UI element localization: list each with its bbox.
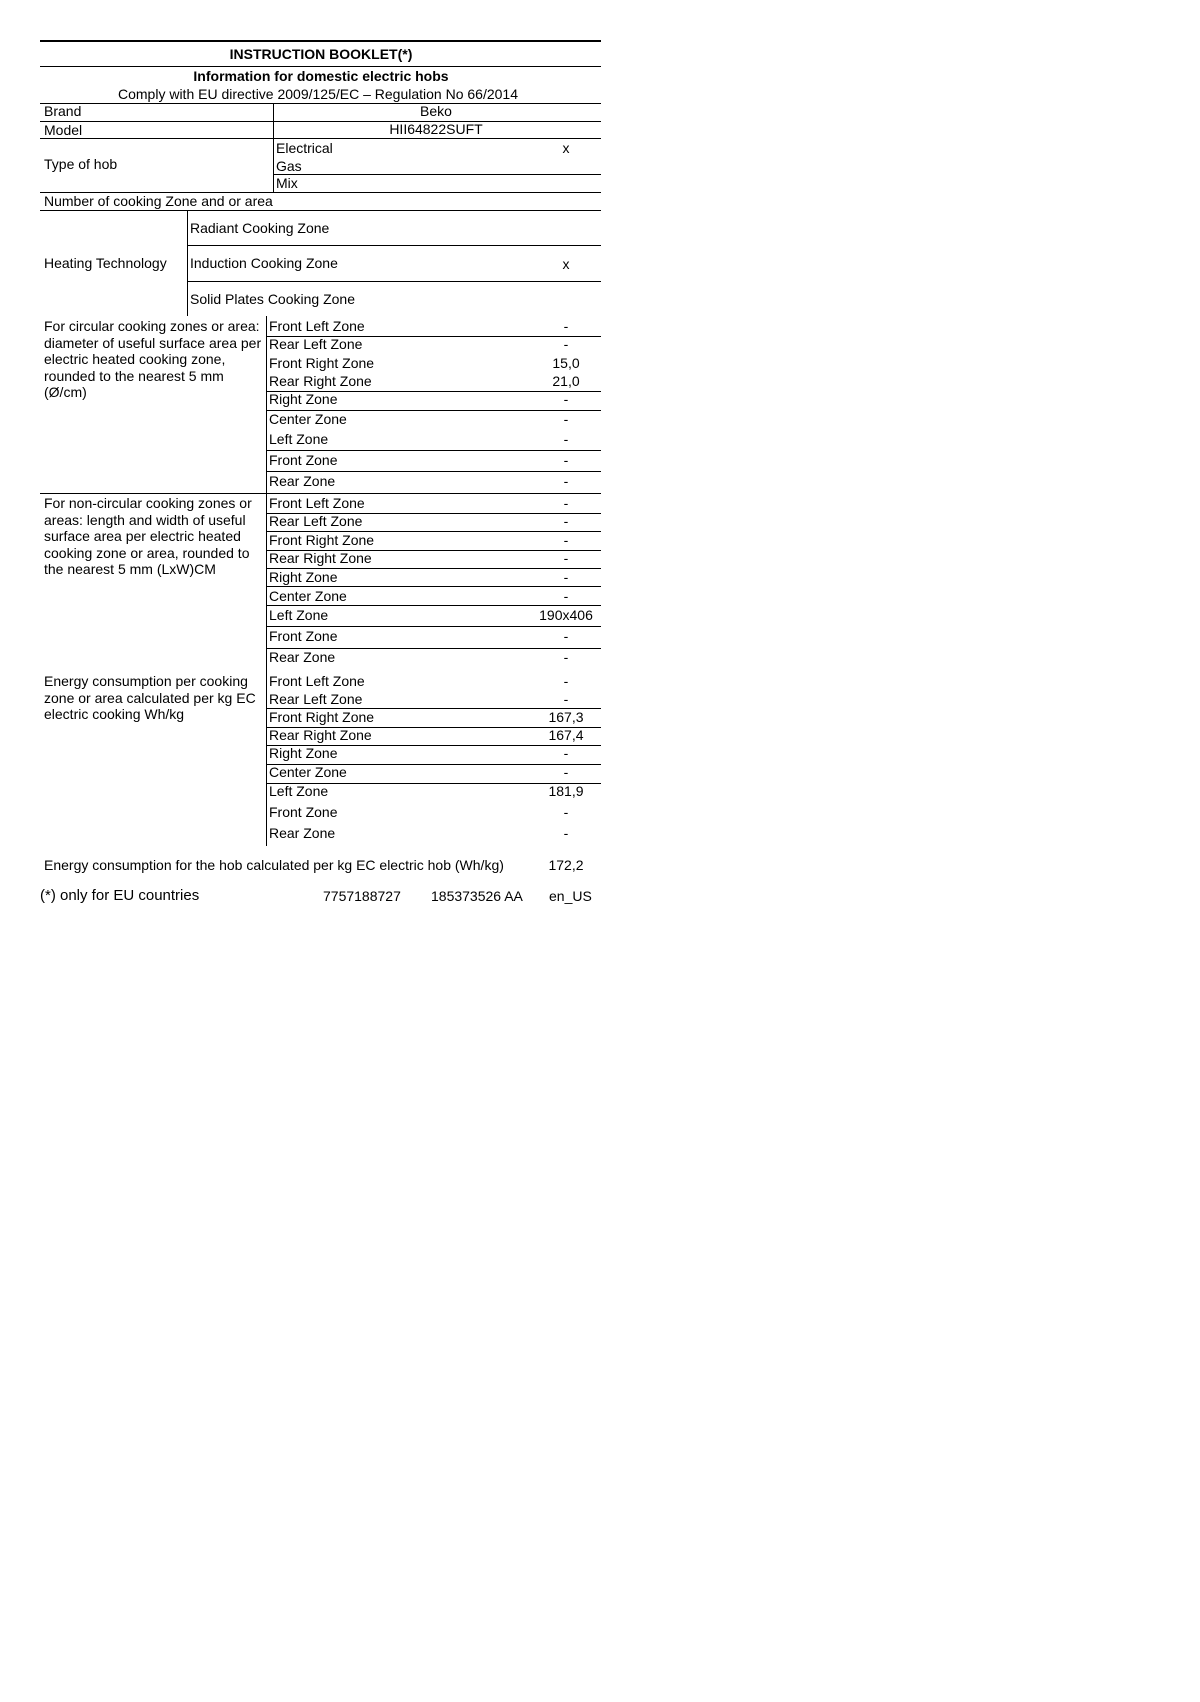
noncircular-zone-value: - [563, 550, 569, 566]
divider [40, 103, 601, 104]
hob-type-label: Type of hob [44, 156, 118, 172]
row-divider [266, 648, 601, 649]
row-divider [266, 531, 601, 532]
heating-radiant: Radiant Cooking Zone [190, 220, 330, 236]
energy-zone-value: - [563, 825, 569, 841]
circular-zone-value: - [563, 318, 569, 334]
heating-tech-label: Heating Technology [44, 255, 167, 271]
energy-zone-value: 167,4 [548, 727, 584, 743]
circular-zone-value: - [563, 473, 569, 489]
noncircular-zone-value: - [563, 532, 569, 548]
energy-zone-value: - [563, 673, 569, 689]
row-divider [266, 764, 601, 765]
noncircular-label: For non-circular cooking zones or areas: length and width of useful surface area per electric heated cooking zone or area, rounded to the nearest 5 mm (LxW)CM [44, 495, 252, 577]
row-divider [266, 336, 601, 337]
circular-zone-value: - [563, 411, 569, 427]
hob-energy-value: 172,2 [548, 857, 584, 873]
noncircular-zone-label: Center Zone [269, 588, 347, 604]
zone-count-label: Number of cooking Zone and or area [44, 193, 273, 209]
footer-code-1: 7757188727 [323, 888, 401, 904]
noncircular-zone-value: - [563, 588, 569, 604]
energy-zone-label: Right Zone [269, 745, 338, 761]
row-divider [266, 450, 601, 451]
circular-zone-label: Left Zone [269, 431, 329, 447]
energy-label: Energy consumption per cooking zone or area calculated per kg EC electric cooking Wh/kg [44, 673, 256, 722]
circular-zone-value: 21,0 [552, 373, 580, 389]
circular-zone-label: Right Zone [269, 391, 338, 407]
directive-text: Comply with EU directive 2009/125/EC – Regulation No 66/2014 [117, 86, 519, 102]
energy-zone-value: 167,3 [548, 709, 584, 725]
energy-zone-value: - [563, 745, 569, 761]
energy-zone-value: 181,9 [548, 783, 584, 799]
divider [40, 493, 601, 494]
circular-zone-label: Front Right Zone [269, 355, 375, 371]
divider [40, 66, 601, 67]
energy-zone-value: - [563, 804, 569, 820]
model-value: HII64822SUFT [389, 121, 483, 137]
divider [40, 210, 601, 211]
circular-zone-label: Rear Right Zone [269, 373, 372, 389]
energy-zone-label: Rear Zone [269, 825, 336, 841]
row-divider [266, 550, 601, 551]
hob-energy-label: Energy consumption for the hob calculated per kg EC electric hob (Wh/kg) [44, 857, 504, 873]
noncircular-zone-label: Front Left Zone [269, 495, 365, 511]
circular-zone-label: Center Zone [269, 411, 347, 427]
circular-label: For circular cooking zones or area: diameter of useful surface area per electric heated cooking zone, rounded to the nearest 5 mm (Ø/cm) [44, 318, 262, 400]
circular-zone-value: - [563, 431, 569, 447]
circular-zone-value: - [563, 452, 569, 468]
circular-zone-label: Front Left Zone [269, 318, 365, 334]
energy-zone-label: Rear Right Zone [269, 727, 372, 743]
energy-zone-label: Front Zone [269, 804, 338, 820]
row-divider [266, 708, 601, 709]
energy-zone-label: Rear Left Zone [269, 691, 363, 707]
noncircular-zone-value: - [563, 569, 569, 585]
column-divider [273, 103, 274, 192]
hob-type-mix: Mix [276, 175, 298, 191]
divider [40, 121, 601, 122]
row-divider [266, 727, 601, 728]
noncircular-zone-value: - [563, 513, 569, 529]
row-divider [266, 568, 601, 569]
divider [187, 281, 601, 282]
row-divider [266, 605, 601, 606]
row-divider [266, 391, 601, 392]
row-divider [266, 471, 601, 472]
heating-induction: Induction Cooking Zone [190, 255, 338, 271]
top-rule [40, 40, 601, 42]
column-divider [187, 210, 188, 316]
energy-zone-value: - [563, 764, 569, 780]
noncircular-zone-label: Front Zone [269, 628, 338, 644]
divider [40, 138, 601, 139]
noncircular-zone-label: Front Right Zone [269, 532, 375, 548]
row-divider [266, 626, 601, 627]
circular-zone-value: - [563, 336, 569, 352]
column-divider [266, 316, 267, 846]
row-divider [266, 410, 601, 411]
circular-zone-label: Front Zone [269, 452, 338, 468]
energy-zone-label: Center Zone [269, 764, 347, 780]
noncircular-zone-label: Right Zone [269, 569, 338, 585]
footer-locale: en_US [549, 888, 592, 904]
circular-zone-value: 15,0 [552, 355, 580, 371]
circular-zone-value: - [563, 391, 569, 407]
footer-note: (*) only for EU countries [40, 887, 200, 904]
brand-value: Beko [420, 103, 452, 119]
booklet-subtitle: Information for domestic electric hobs [193, 68, 449, 84]
model-label: Model [44, 122, 83, 138]
footer-code-2: 185373526 AA [431, 888, 523, 904]
noncircular-zone-value: 190x406 [539, 607, 593, 623]
hob-type-electrical-mark: x [562, 140, 570, 156]
noncircular-zone-label: Rear Zone [269, 649, 336, 665]
heating-induction-mark: x [562, 256, 570, 272]
circular-zone-label: Rear Left Zone [269, 336, 363, 352]
noncircular-zone-label: Rear Left Zone [269, 513, 363, 529]
noncircular-zone-label: Left Zone [269, 607, 329, 623]
noncircular-zone-value: - [563, 628, 569, 644]
circular-zone-label: Rear Zone [269, 473, 336, 489]
energy-zone-value: - [563, 691, 569, 707]
energy-zone-label: Front Left Zone [269, 673, 365, 689]
hob-type-gas: Gas [276, 158, 302, 174]
hob-type-electrical: Electrical [276, 140, 333, 156]
energy-zone-label: Left Zone [269, 783, 329, 799]
row-divider [266, 745, 601, 746]
noncircular-zone-value: - [563, 649, 569, 665]
divider [187, 245, 601, 246]
row-divider [266, 513, 601, 514]
divider [273, 174, 601, 175]
heating-solid: Solid Plates Cooking Zone [190, 291, 355, 307]
noncircular-zone-label: Rear Right Zone [269, 550, 372, 566]
brand-label: Brand [44, 103, 82, 119]
energy-zone-label: Front Right Zone [269, 709, 375, 725]
row-divider [266, 783, 601, 784]
noncircular-zone-value: - [563, 495, 569, 511]
row-divider [266, 586, 601, 587]
booklet-title: INSTRUCTION BOOKLET(*) [229, 46, 413, 62]
